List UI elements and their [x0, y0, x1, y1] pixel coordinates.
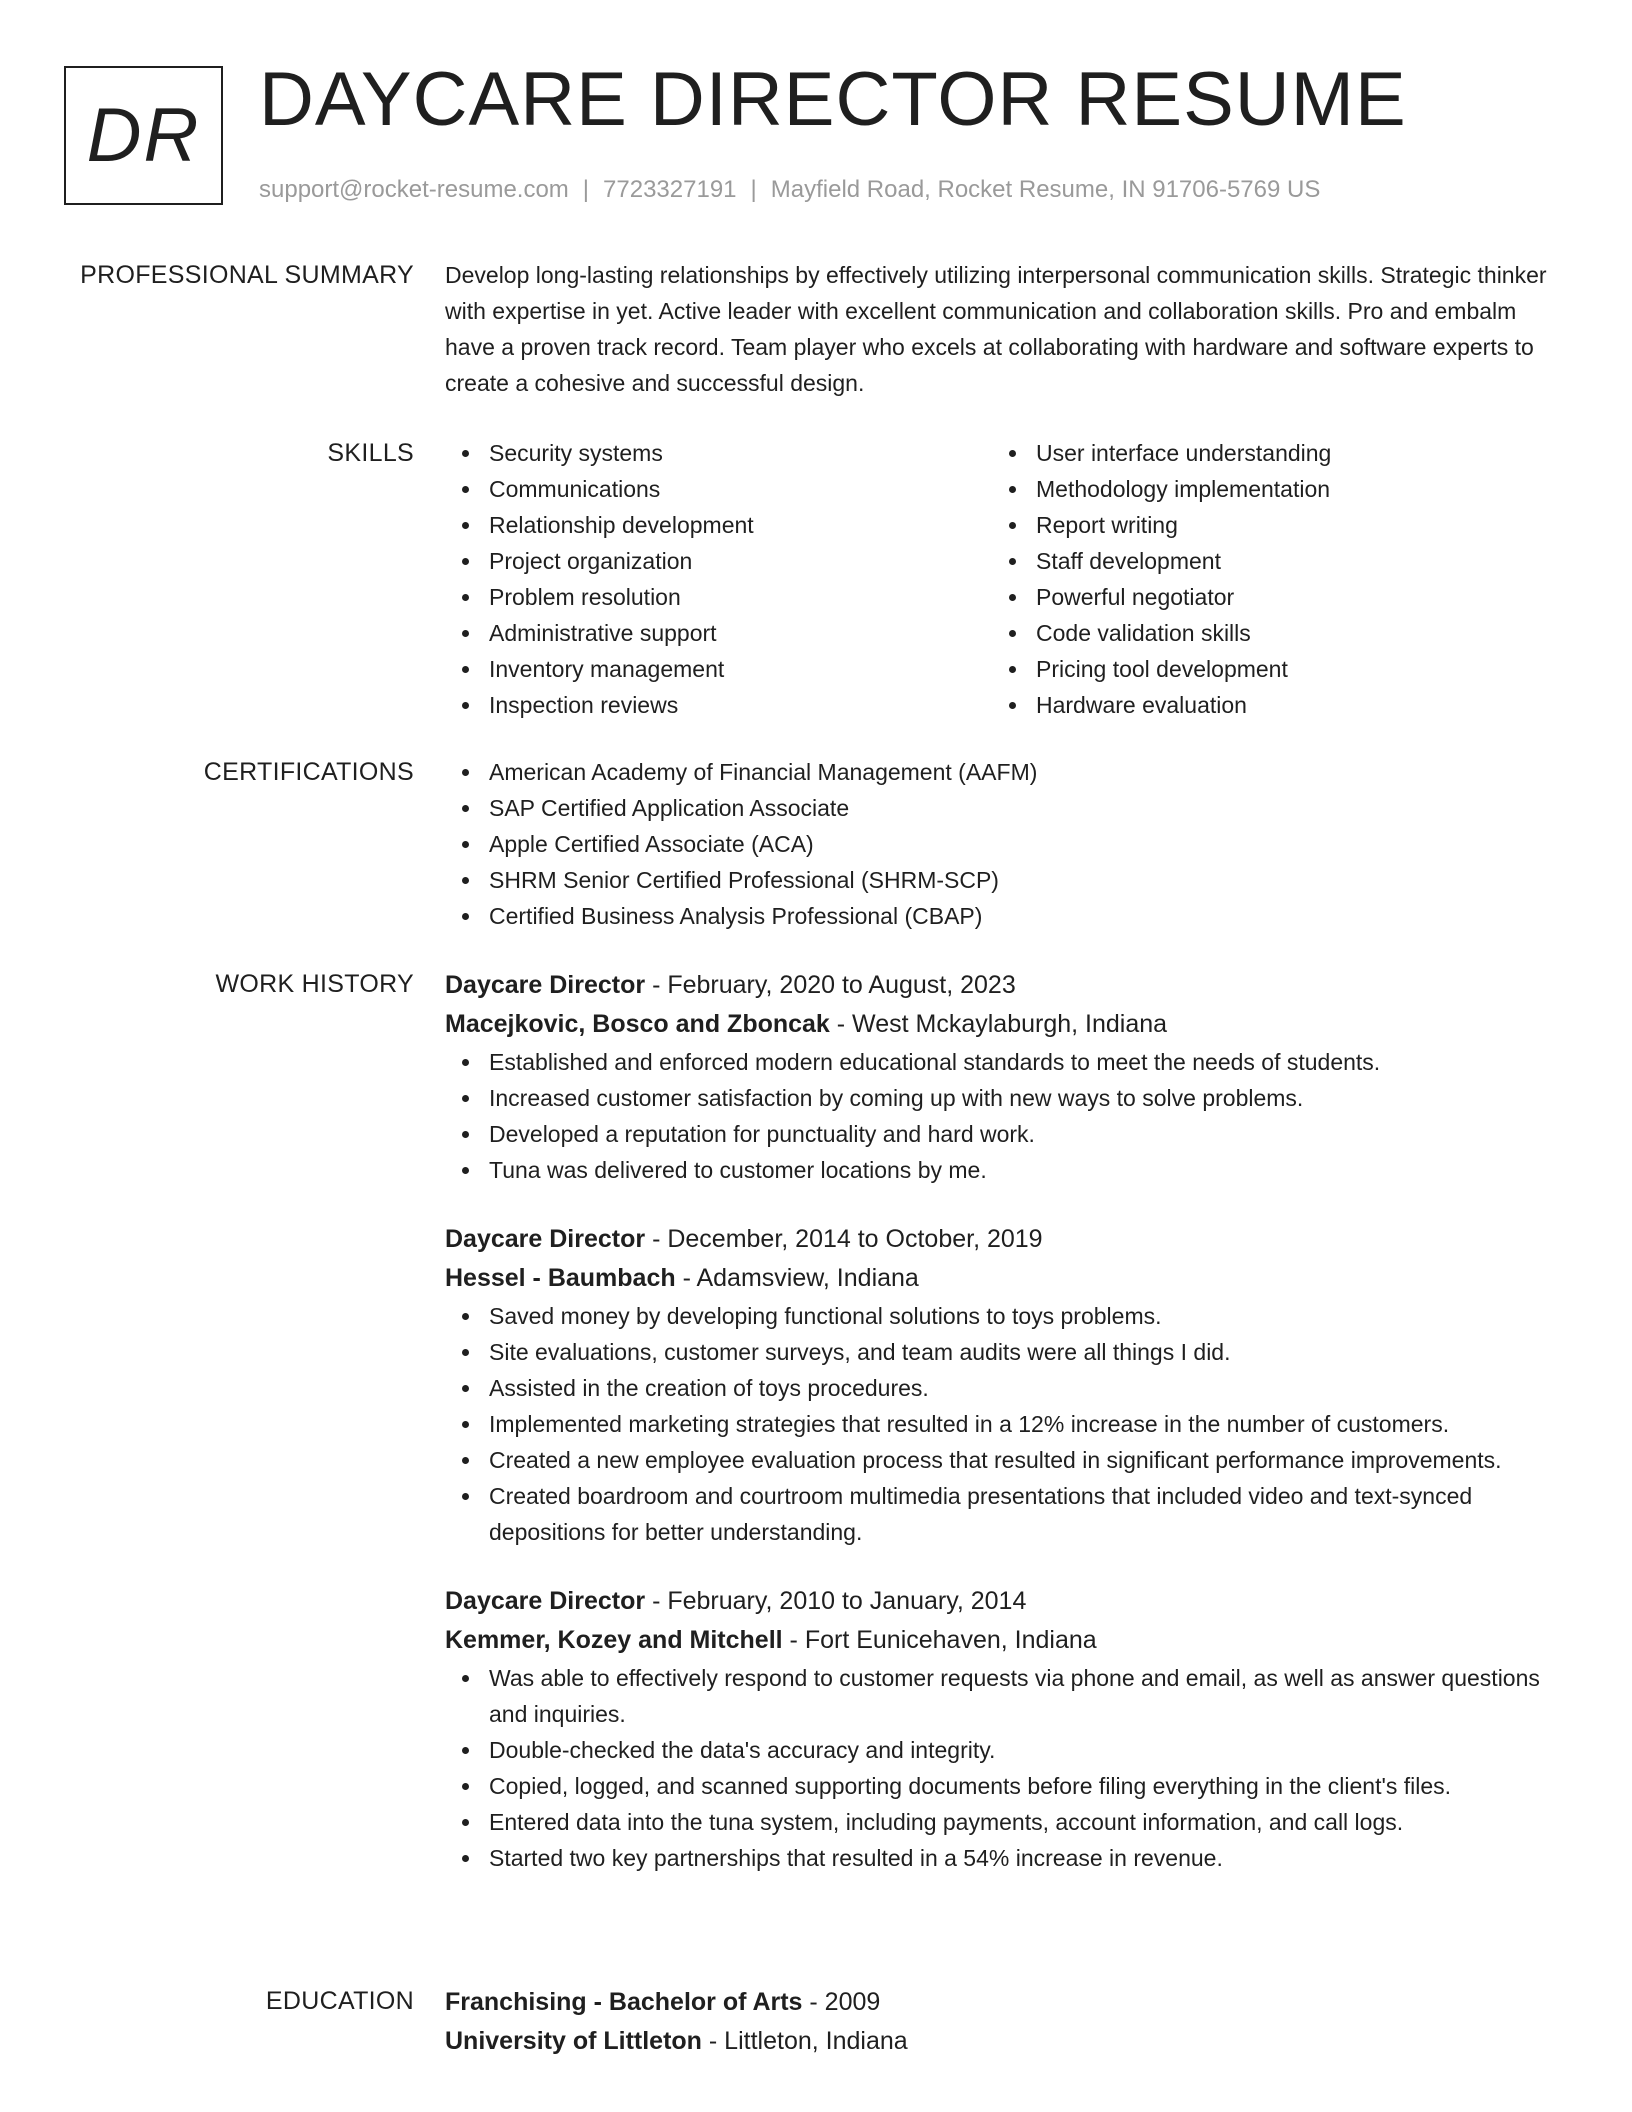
skill-item: Methodology implementation [992, 471, 1539, 507]
monogram-logo: DR [64, 66, 223, 205]
job-duty: Copied, logged, and scanned supporting documents before filing everything in the client's files. [445, 1768, 1565, 1804]
job-duty: Established and enforced modern educational standards to meet the needs of students. [445, 1044, 1565, 1080]
summary-text: Develop long-lasting relationships by effectively utilizing interpersonal communication skills. Strategic thinker with expertise in yet. Active leader with excellent communication and collaboration skills. Pro and embalm have a proven track record. Team player who excels at collaborating with hardware and software experts to create a cohesive and successful design. [445, 262, 1547, 396]
education-school: University of Littleton [445, 2027, 702, 2055]
work-history-content [445, 966, 1565, 1908]
skill-item: Hardware evaluation [992, 687, 1539, 723]
job-company: Hessel - Baumbach [445, 1264, 676, 1292]
certification-item: SAP Certified Application Associate [445, 790, 1565, 826]
section-label-work-history: WORK HISTORY [215, 970, 414, 998]
section-label-education: EDUCATION [265, 1987, 414, 2015]
job-duty: Implemented marketing strategies that resulted in a 12% increase in the number of customers. [445, 1406, 1565, 1442]
skills-list-right [992, 435, 1539, 723]
job-duty: Created a new employee evaluation process that resulted in significant performance improvements. [445, 1442, 1565, 1478]
certifications-list [445, 754, 1565, 934]
job-entry [445, 966, 1565, 1188]
skills-columns [445, 435, 1565, 723]
education-degree: Franchising - Bachelor of Arts [445, 1988, 803, 2016]
contact-address: Mayfield Road, Rocket Resume, IN 91706-5769 US [770, 176, 1321, 203]
skill-item: Code validation skills [992, 615, 1539, 651]
education-degree-line [445, 1983, 1565, 2022]
section-label-skills: SKILLS [327, 439, 414, 467]
job-location: - West Mckaylaburgh, Indiana [829, 1010, 1168, 1038]
skill-item: Project organization [445, 543, 992, 579]
skill-item: Pricing tool development [992, 651, 1539, 687]
contact-phone[interactable]: 7723327191 [603, 176, 737, 203]
job-entry [445, 1220, 1565, 1550]
section-label-certifications: CERTIFICATIONS [203, 758, 414, 786]
skill-item: Powerful negotiator [992, 579, 1539, 615]
job-duty: Increased customer satisfaction by coming up with new ways to solve problems. [445, 1080, 1565, 1116]
job-duty: Entered data into the tuna system, including payments, account information, and call logs. [445, 1804, 1565, 1840]
job-title-line [445, 1582, 1565, 1621]
job-company-line [445, 1259, 1565, 1298]
job-dates: - February, 2010 to January, 2014 [645, 1587, 1027, 1615]
job-duties-list [445, 1298, 1565, 1550]
job-duties-list [445, 1660, 1565, 1876]
job-duties-list [445, 1044, 1565, 1188]
skill-item: Report writing [992, 507, 1539, 543]
skill-item: Relationship development [445, 507, 992, 543]
job-dates: - February, 2020 to August, 2023 [645, 971, 1016, 999]
certifications-content [445, 754, 1565, 934]
skills-content [445, 435, 1565, 723]
job-duty: Developed a reputation for punctuality and hard work. [445, 1116, 1565, 1152]
job-location: - Adamsview, Indiana [675, 1264, 919, 1292]
skill-item: Communications [445, 471, 992, 507]
contact-email[interactable]: support@rocket-resume.com [259, 176, 569, 203]
skill-item: Problem resolution [445, 579, 992, 615]
certification-item: Apple Certified Associate (ACA) [445, 826, 1565, 862]
certification-item: Certified Business Analysis Professional (CBAP) [445, 898, 1565, 934]
contact-separator: | [750, 176, 757, 203]
job-duty: Started two key partnerships that resulted in a 54% increase in revenue. [445, 1840, 1565, 1876]
skill-item: User interface understanding [992, 435, 1539, 471]
job-company-line [445, 1005, 1565, 1044]
job-duty: Assisted in the creation of toys procedures. [445, 1370, 1565, 1406]
contact-separator: | [582, 176, 590, 203]
job-entry [445, 1582, 1565, 1876]
job-duty: Double-checked the data's accuracy and integrity. [445, 1732, 1565, 1768]
job-dates: - December, 2014 to October, 2019 [645, 1225, 1043, 1253]
skill-item: Inspection reviews [445, 687, 992, 723]
job-duty: Site evaluations, customer surveys, and team audits were all things I did. [445, 1334, 1565, 1370]
job-company: Kemmer, Kozey and Mitchell [445, 1626, 783, 1654]
education-year: - 2009 [802, 1988, 881, 2016]
job-title-line [445, 1220, 1565, 1259]
job-title: Daycare Director [445, 971, 646, 999]
education-school-line [445, 2022, 1565, 2061]
job-duty: Saved money by developing functional solutions to toys problems. [445, 1298, 1565, 1334]
skill-item: Security systems [445, 435, 992, 471]
job-title-line [445, 966, 1565, 1005]
skills-list-left [445, 435, 992, 723]
skill-item: Staff development [992, 543, 1539, 579]
job-title: Daycare Director [445, 1587, 646, 1615]
skill-item: Inventory management [445, 651, 992, 687]
job-company-line [445, 1621, 1565, 1660]
education-content [445, 1983, 1565, 2061]
summary-content [445, 257, 1565, 401]
job-duty: Created boardroom and courtroom multimedia presentations that included video and text-synced depositions for better understanding. [445, 1478, 1565, 1550]
contact-line [259, 176, 1320, 204]
certification-item: SHRM Senior Certified Professional (SHRM-SCP) [445, 862, 1565, 898]
job-title: Daycare Director [445, 1225, 646, 1253]
education-location: - Littleton, Indiana [701, 2027, 908, 2055]
certification-item: American Academy of Financial Management (AAFM) [445, 754, 1565, 790]
job-duty: Was able to effectively respond to customer requests via phone and email, as well as answer questions and inquiries. [445, 1660, 1565, 1732]
resume-title: DAYCARE DIRECTOR RESUME [259, 57, 1407, 142]
job-duty: Tuna was delivered to customer locations by me. [445, 1152, 1565, 1188]
skill-item: Administrative support [445, 615, 992, 651]
job-company: Macejkovic, Bosco and Zboncak [445, 1010, 830, 1038]
section-label-summary: PROFESSIONAL SUMMARY [80, 261, 414, 289]
job-location: - Fort Eunicehaven, Indiana [782, 1626, 1097, 1654]
